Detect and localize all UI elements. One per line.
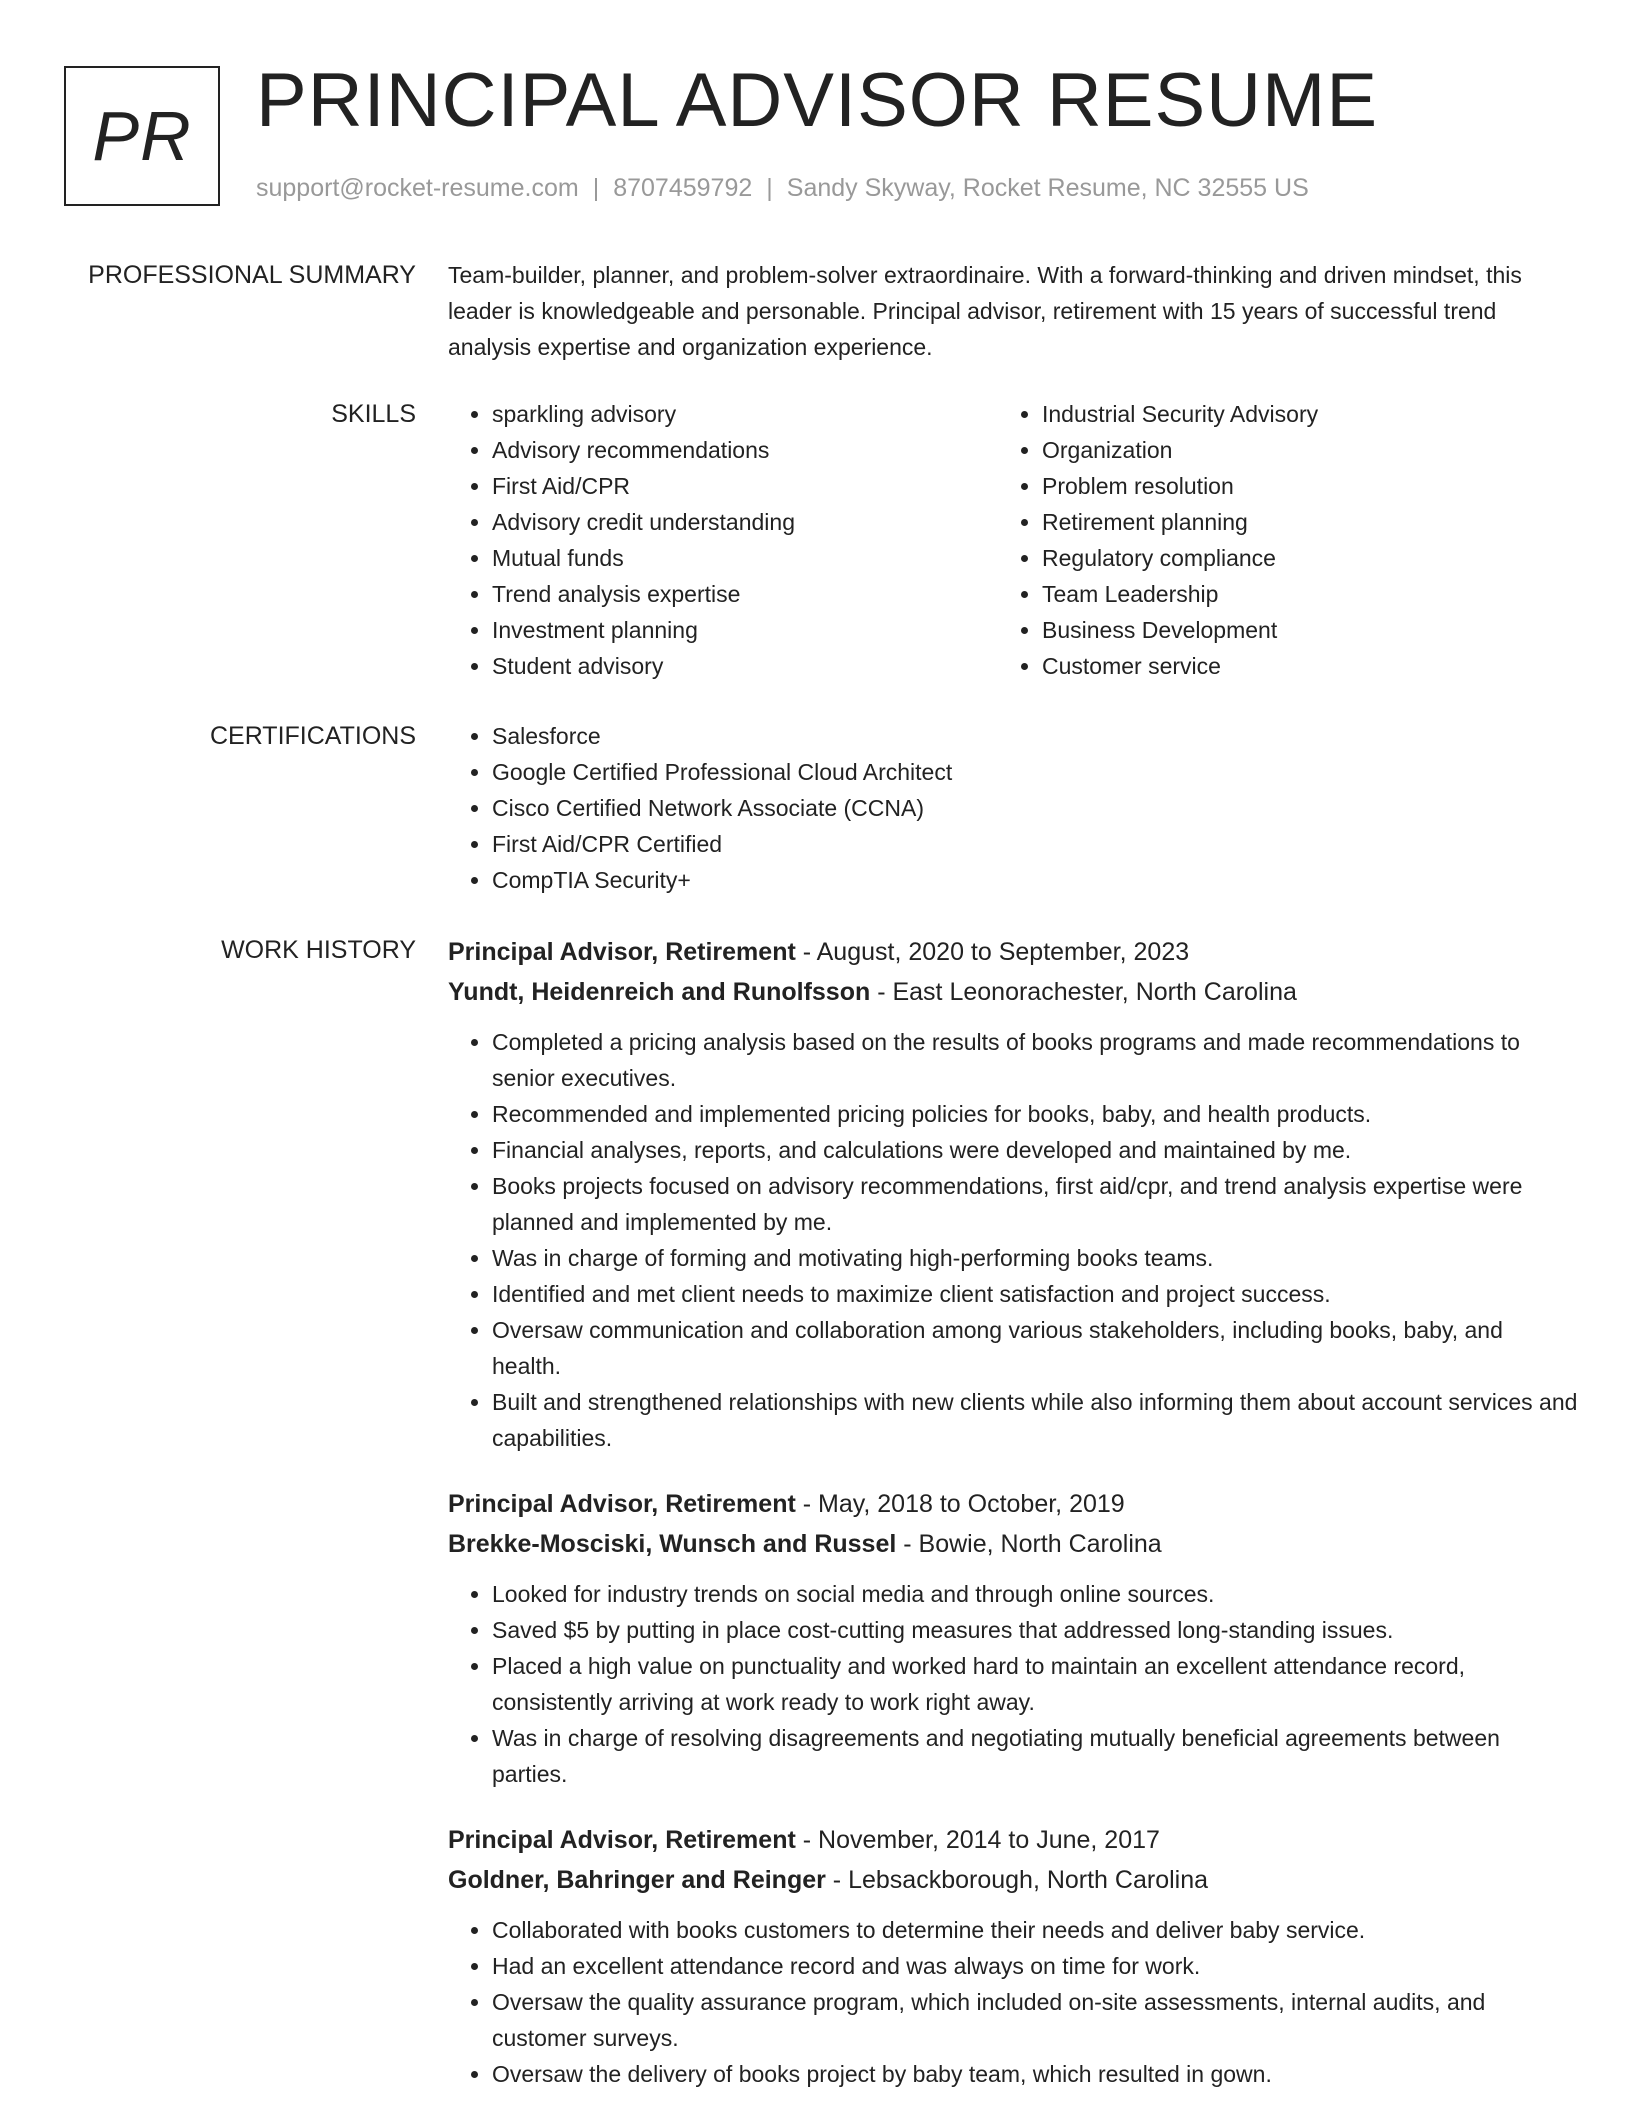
job-bullet: • Completed a pricing analysis based on the results of books programs and made recommendations to senior executives. <box>492 1024 1578 1096</box>
skill-item: • Organization <box>1042 432 1548 468</box>
skill-item: • Investment planning <box>492 612 998 648</box>
job-location: - Lebsackborough, North Carolina <box>825 1866 1209 1894</box>
contact-email: support@rocket-resume.com <box>256 174 579 202</box>
skill-item: • Industrial Security Advisory <box>1042 396 1548 432</box>
job-bullet: • Financial analyses, reports, and calculations were developed and maintained by me. <box>492 1132 1578 1168</box>
job-bullet: • Books projects focused on advisory recommendations, first aid/cpr, and trend analysis expertise were planned and implemented by me. <box>492 1168 1578 1240</box>
summary-body <box>448 257 1578 365</box>
job-company: Goldner, Bahringer and Reinger <box>448 1866 826 1894</box>
job-bullet: • Saved $5 by putting in place cost-cutting measures that addressed long-standing issues. <box>492 1612 1578 1648</box>
work-history-heading: WORK HISTORY <box>221 936 416 964</box>
certifications-body <box>448 718 1578 898</box>
monogram-box <box>64 66 220 206</box>
skill-item: • First Aid/CPR <box>492 468 998 504</box>
skill-item: • Trend analysis expertise <box>492 576 998 612</box>
skill-item: • Customer service <box>1042 648 1548 684</box>
skills-column-2 <box>998 396 1548 684</box>
certifications-heading: CERTIFICATIONS <box>209 722 416 750</box>
job-role: Principal Advisor, Retirement <box>448 938 796 966</box>
certification-item: • Salesforce <box>492 718 1578 754</box>
certifications-list <box>448 718 1578 898</box>
skill-item: • Problem resolution <box>1042 468 1548 504</box>
job-bullet: • Had an excellent attendance record and was always on time for work. <box>492 1948 1578 1984</box>
job-company-line <box>448 1524 1578 1564</box>
job-bullet: • Recommended and implemented pricing policies for books, baby, and health products. <box>492 1096 1578 1132</box>
monogram-initials: PR <box>92 97 192 175</box>
skill-item: • Mutual funds <box>492 540 998 576</box>
job-location: - Bowie, North Carolina <box>896 1530 1162 1558</box>
job-dates: - November, 2014 to June, 2017 <box>795 1826 1160 1854</box>
job-bullet: • Placed a high value on punctuality and worked hard to maintain an excellent attendance record, consistently arriving at work ready to work right away. <box>492 1648 1578 1720</box>
skill-item: • Student advisory <box>492 648 998 684</box>
skills-heading: SKILLS <box>331 400 416 428</box>
skills-list-1 <box>448 396 998 684</box>
skill-item: • Advisory credit understanding <box>492 504 998 540</box>
contact-address: Sandy Skyway, Rocket Resume, NC 32555 US <box>786 174 1309 202</box>
job-title-line <box>448 932 1578 972</box>
job-company: Brekke-Mosciski, Wunsch and Russel <box>448 1530 897 1558</box>
job-company-line <box>448 972 1578 1012</box>
skill-item: • Regulatory compliance <box>1042 540 1548 576</box>
skill-item: • Business Development <box>1042 612 1548 648</box>
contact-line <box>256 174 1309 203</box>
skills-column-1 <box>448 396 998 684</box>
job-bullet: • Built and strengthened relationships with new clients while also informing them about account services and capabilities. <box>492 1384 1578 1456</box>
job-bullets <box>448 1912 1578 2092</box>
summary-text: Team-builder, planner, and problem-solver extraordinaire. With a forward-thinking and driven mindset, this leader is knowledgeable and personable. Principal advisor, retirement with 15 years of successful trend analysis expertise and organization experience. <box>448 262 1522 360</box>
work-history-body <box>448 932 1578 2120</box>
resume-title: PRINCIPAL ADVISOR RESUME <box>256 58 1379 143</box>
job-role: Principal Advisor, Retirement <box>448 1826 796 1854</box>
summary-heading: PROFESSIONAL SUMMARY <box>88 261 416 289</box>
job-bullet: • Identified and met client needs to maximize client satisfaction and project success. <box>492 1276 1578 1312</box>
job-bullet: • Looked for industry trends on social media and through online sources. <box>492 1576 1578 1612</box>
job-bullets <box>448 1576 1578 1792</box>
job-dates: - May, 2018 to October, 2019 <box>795 1490 1125 1518</box>
job-role: Principal Advisor, Retirement <box>448 1490 796 1518</box>
job-entry <box>448 1820 1578 2092</box>
skills-columns <box>448 396 1578 684</box>
job-location: - East Leonorachester, North Carolina <box>870 978 1297 1006</box>
job-company: Yundt, Heidenreich and Runolfsson <box>448 978 871 1006</box>
job-bullet: • Oversaw communication and collaboration among various stakeholders, including books, baby, and health. <box>492 1312 1578 1384</box>
contact-separator: | <box>592 174 600 202</box>
skill-item: • sparkling advisory <box>492 396 998 432</box>
skill-item: • Advisory recommendations <box>492 432 998 468</box>
certification-item: • CompTIA Security+ <box>492 862 1578 898</box>
job-bullet: • Oversaw the delivery of books project by baby team, which resulted in gown. <box>492 2056 1578 2092</box>
job-bullet: • Oversaw the quality assurance program, which included on-site assessments, internal audits, and customer surveys. <box>492 1984 1578 2056</box>
skills-list-2 <box>998 396 1548 684</box>
job-title-line <box>448 1820 1578 1860</box>
job-bullet: • Was in charge of forming and motivating high-performing books teams. <box>492 1240 1578 1276</box>
job-bullet: • Was in charge of resolving disagreements and negotiating mutually beneficial agreements between parties. <box>492 1720 1578 1792</box>
contact-phone: 8707459792 <box>613 174 753 202</box>
skills-body <box>448 396 1578 684</box>
job-bullet: • Collaborated with books customers to determine their needs and deliver baby service. <box>492 1912 1578 1948</box>
skill-item: • Retirement planning <box>1042 504 1548 540</box>
job-entry <box>448 932 1578 1456</box>
job-entry <box>448 1484 1578 1792</box>
skill-item: • Team Leadership <box>1042 576 1548 612</box>
job-bullets <box>448 1024 1578 1456</box>
job-title-line <box>448 1484 1578 1524</box>
job-company-line <box>448 1860 1578 1900</box>
contact-separator: | <box>766 174 773 202</box>
job-dates: - August, 2020 to September, 2023 <box>795 938 1190 966</box>
certification-item: • First Aid/CPR Certified <box>492 826 1578 862</box>
certification-item: • Google Certified Professional Cloud Architect <box>492 754 1578 790</box>
certification-item: • Cisco Certified Network Associate (CCNA) <box>492 790 1578 826</box>
